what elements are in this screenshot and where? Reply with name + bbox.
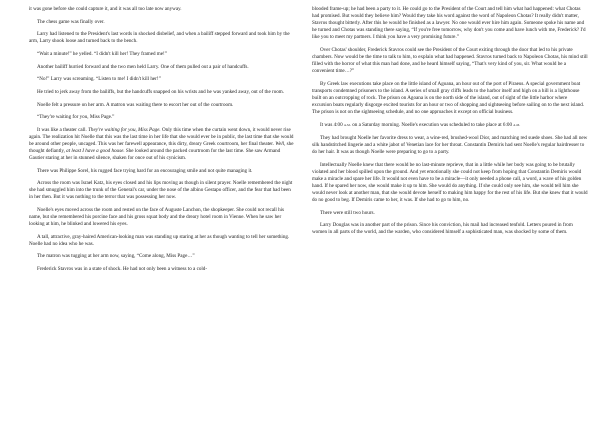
paragraph (312, 121, 588, 129)
italic-run: at least I have a good house. (66, 147, 125, 154)
paragraph: it was gone before she could capture it, and it was all too late now anyway. (29, 6, 182, 12)
paragraph: The matron was tugging at her arm now, saying, “Come along, Miss Page…” (37, 253, 195, 260)
paragraph: Over Chotas' shoulder, Frederick Stavros could see the President of the Court exiting through the door that led to his private chambers. Now would be the time to talk to him, to explain what had happened. Stavros turned back to Napoleon Chotas, his mind still filled with the horror of what this man had done, and he heard himself saying, “That's very kind of you, sir. What would be a convenient time…?” (312, 46, 588, 74)
paragraph: “No!” Larry was screaming. “Listen to me! I didn't kill her!” (37, 76, 161, 83)
text-run: It was like a theater call. (37, 126, 89, 133)
small-caps-run: a.m. (343, 122, 351, 128)
paragraph: He tried to jerk away from the bailiffs, but the handcuffs snapped on his wrists and he was yanked away, out of the room. (37, 88, 285, 95)
paragraph (29, 127, 295, 162)
paragraph: A tall, attractive, gray-haired American-looking man was standing up staring at her as though wanting to tell her something. Noelle had no idea who he was. (29, 233, 290, 247)
paragraph: Noelle felt a pressure on her arm. A matron was waiting there to escort her out of the courtroom. (37, 101, 234, 108)
paragraph: Another bailiff hurried forward and the two men held Larry. One of them pulled out a pair of handcuffs. (37, 63, 249, 70)
italic-run: Well (275, 140, 285, 147)
small-caps-run: a.m. (513, 122, 521, 128)
paragraph: Larry Douglas was in another part of the prison. Since his conviction, his mail had increased tenfold. Letters poured in from women in all parts of the world, and the warden, who considered himself a sophisticated man, was shocked by some of them. (312, 222, 573, 236)
paragraph: Noelle's eyes moved across the room and rested on the face of Auguste Lanchon, the shopkeeper. She could not recall his name, but she remembered his porcine face and his gross squat body and the dreary hotel room in Vienne. When he saw her looking at him, he blinked and lowered his eyes. (29, 207, 285, 228)
paragraph: By Greek law executions take place on the little island of Agoana, an hour out of the port of Piraeus. A special government boat transports condemned prisoners to the island. A series of small gray cliffs leads to the harbor itself and high on a hill is a lighthouse built on an outcropping of rock. The prison on Agoana is on the north side of the island, out of sight of the little harbor where excursion boats regularly disgorge excited tourists for an hour or two of shopping and sightseeing before sailing on to the next island. The prison is not on the sightseeing schedule, and no one approaches it except on official business. (312, 80, 585, 115)
left-column (29, 6, 295, 273)
text-run: , she thought defiantly, (29, 140, 294, 154)
paragraph: “They're waiting for you, Miss Page.” (37, 114, 115, 121)
paragraph: Larry had listened to the President's last words in shocked disbelief, and when a bailiff stepped forward and took him by the arm, Larry shook loose and turned back to the bench. (29, 31, 290, 45)
text-run: on a Saturday morning. Noelle's execution was scheduled to take place at 6:00 (350, 122, 514, 129)
paragraph: The chess game was finally over. (37, 18, 105, 25)
paragraph: Across the room was Israel Katz, his eyes closed and his lips moving as though in silent prayer. Noelle remembered the night she had smuggled him into the trunk of the General's car, under the nose of the albino Gestapo officer, and the fear that had been in her then. But it was nothing to the terror that was possessing her now. (29, 180, 293, 201)
right-column (312, 6, 588, 236)
paragraph: Intellectually Noelle knew that there would be no last-minute reprieve, that in a little while her body was going to be brutally violated and her blood spilled upon the ground. And yet emotionally she could not keep from hoping that Constantin Demiris would make a miracle and spare her life. It would not even have to be a miracle—it only needed a phone call, a word, a wave of his golden hand. If he spared her now, she would make it up to him. She would do anything. If she could only see him, she would tell him she would never look at another man, that she would devote herself to making him happy for the rest of his life. But she knew that it would do no good to beg. If Demiris came to her, it was. If she had to go to him, no. (312, 161, 588, 204)
paragraph: There was Philippe Sorel, his rugged face trying hard for an encouraging smile and not quite managing it. (37, 167, 253, 174)
text-run: It was 4:00 (320, 122, 344, 129)
italic-run: They're waiting for you, Miss Page. (88, 126, 161, 133)
paragraph: “Wait a minute!” he yelled. “I didn't kill her! They framed me!” (37, 50, 167, 57)
paragraph: blooded frame-up; he had been a party to it. He could go to the President of the Court and tell him what had happened: what Chotas had promised. But would they believe him? Would they take his word against the word of Napoleon Chotas? It really didn't matter, Stavros thought bitterly. After this he would be finished as a lawyer. No one would ever hire him again. Someone spoke his name and he turned and Chotas was standing there saying, “If you're free tomorrow, why don't you come and have lunch with me, Frederick? I'd like you to meet my partners. I think you have a very promising future.” (312, 6, 586, 41)
text-run: Only this time when the curtain went down, it would never rise again. The realization hit Noelle that this was the last time in her life that she would ever be in public, the last time that she would be around other people, uncaged. This was her farewell appearance, this dirty, dreary Greek courtroom, her final theater. (29, 126, 294, 147)
paragraph: They had brought Noelle her favorite dress to wear, a wine-red, brushed-wool Dior, and matching red suede shoes. She had all new silk handstitched lingerie and a white jabot of Venetian lace for her throat. Constantin Demiris had sent Noelle's regular hairdresser to do her hair. It was as though Noelle were preparing to go to a party. (312, 135, 588, 156)
paragraph: There were still two hours. (320, 209, 375, 216)
text-run: She looked around the packed courtroom for the last time. She saw Armand Gautier staring at her in stunned silence, shaken for once out of his cynicism. (29, 147, 281, 161)
paragraph: Frederick Stavros was in a state of shock. He had not only been a witness to a cold- (37, 266, 208, 273)
